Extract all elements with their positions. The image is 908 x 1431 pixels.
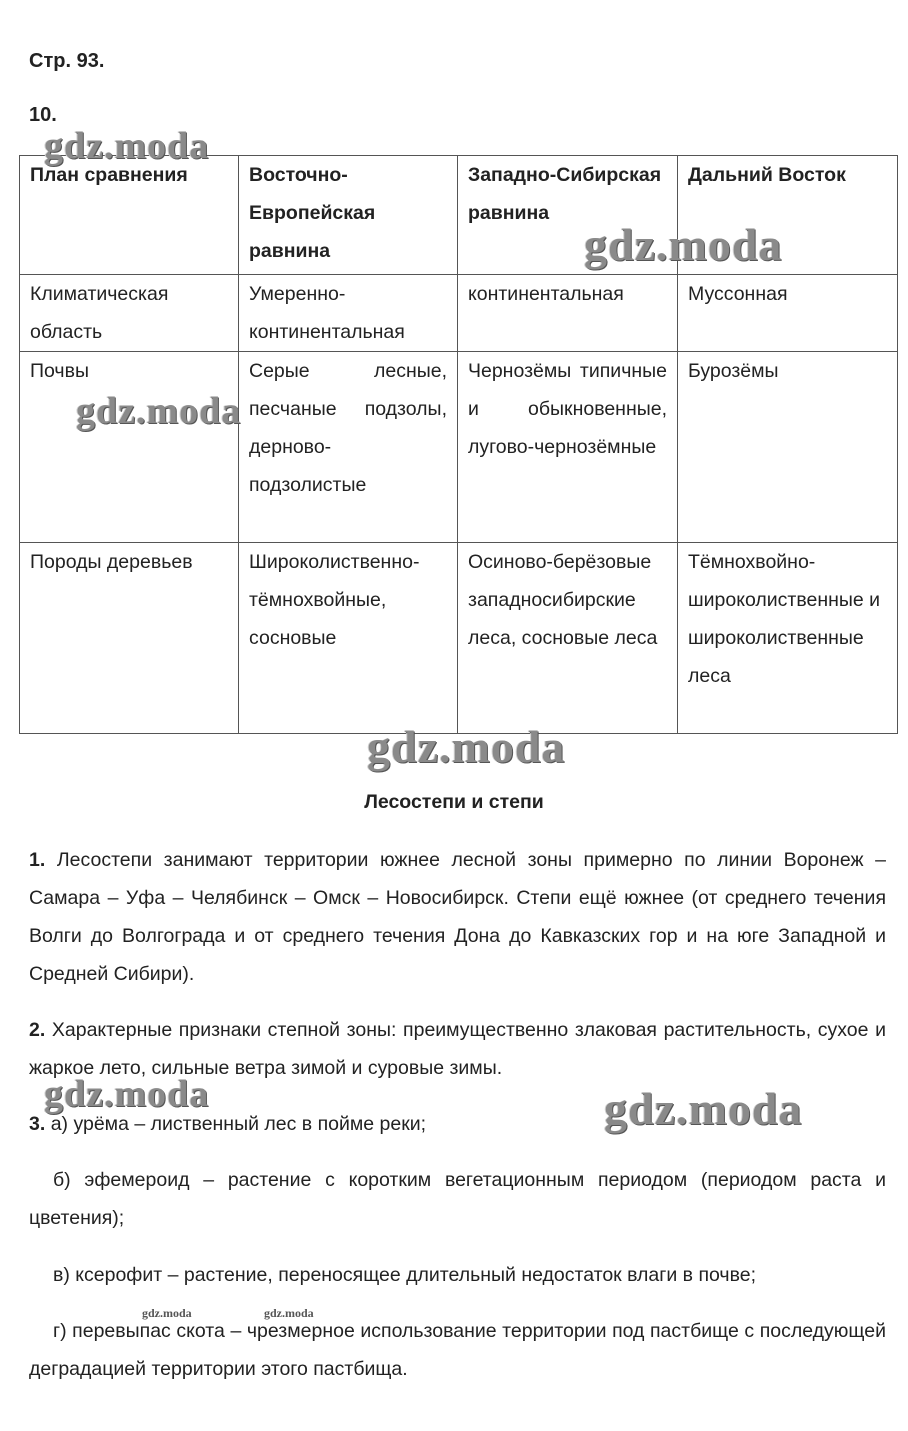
table-row — [20, 543, 898, 734]
page-reference: Стр. 93. — [29, 50, 105, 72]
answer-text: Лесостепи занимают территории южнее лесной зоны примерно по линии Воронеж – Самара – Уфа – Челябинск – Омск – Новосибирск. Степи ещё южнее (от среднего течения Волги до Волгограда и от среднего течения Дона до Кавказских гор и на юге Западной и Средней Сибири). — [29, 849, 886, 985]
watermark-logo: gdz.moda — [44, 1073, 210, 1115]
table-row — [20, 275, 898, 352]
table-cell: Умеренно-континентальная — [239, 275, 458, 352]
table-cell: Тёмнохвойно-широколиственные и широколиственные леса — [678, 543, 898, 734]
task-number: 10. — [29, 104, 57, 126]
table-cell: Чернозёмы типичные и обыкновенные, лугово-чернозёмные — [458, 352, 678, 543]
watermark-logo: gdz.moda — [604, 1083, 803, 1134]
table-cell: Серые лесные, песчаные подзолы, дерново-подзолистые — [239, 352, 458, 543]
section-title: Лесостепи и степи — [364, 791, 544, 813]
answer-3d — [29, 1312, 886, 1388]
table-cell: континентальная — [458, 275, 678, 352]
watermark-logo: gdz.moda — [44, 125, 210, 167]
answer-text: Характерные признаки степной зоны: преимущественно злаковая растительность, сухое и жаркое лето, сильные ветра зимой и суровые зимы. — [29, 1019, 886, 1079]
answer-text: г) перевыпас скота – чрезмерное использование территории под пастбище с последующей деградацией территории этого пастбища. — [29, 1320, 886, 1380]
table-cell: Муссонная — [678, 275, 898, 352]
answer-3c — [29, 1256, 886, 1294]
table-cell: Почвы — [20, 352, 239, 543]
answer-number: 2. — [29, 1019, 46, 1041]
table-cell: Климатическая область — [20, 275, 239, 352]
answer-text: в) ксерофит – растение, переносящее длительный недостаток влаги в почве; — [53, 1264, 756, 1286]
watermark-logo: gdz.moda — [367, 721, 566, 772]
watermark-logo: gdz.moda — [264, 1306, 314, 1320]
table-cell: Бурозёмы — [678, 352, 898, 543]
watermark-logo: gdz.moda — [584, 219, 783, 270]
table-row — [20, 352, 898, 543]
answer-number: 3. — [29, 1113, 46, 1135]
header-cell: План сравнения — [20, 156, 239, 275]
answer-3b — [29, 1161, 886, 1237]
table-cell: Осиново-берёзовые западносибирские леса, сосновые леса — [458, 543, 678, 734]
table-cell: Породы деревьев — [20, 543, 239, 734]
header-cell: Дальний Восток — [678, 156, 898, 275]
header-cell: Западно-Сибирская равнина — [458, 156, 678, 275]
answer-1 — [29, 841, 886, 993]
watermark-logo: gdz.moda — [142, 1306, 192, 1320]
header-cell: Восточно-Европейская равнина — [239, 156, 458, 275]
answer-text: б) эфемероид – растение с коротким вегетационным периодом (периодом раста и цветения); — [29, 1169, 886, 1229]
answer-text: а) урёма – лиственный лес в пойме реки; — [50, 1113, 427, 1135]
watermark-logo: gdz.moda — [76, 390, 242, 432]
table-cell: Широколиственно-тёмнохвойные, сосновые — [239, 543, 458, 734]
answer-number: 1. — [29, 849, 46, 871]
